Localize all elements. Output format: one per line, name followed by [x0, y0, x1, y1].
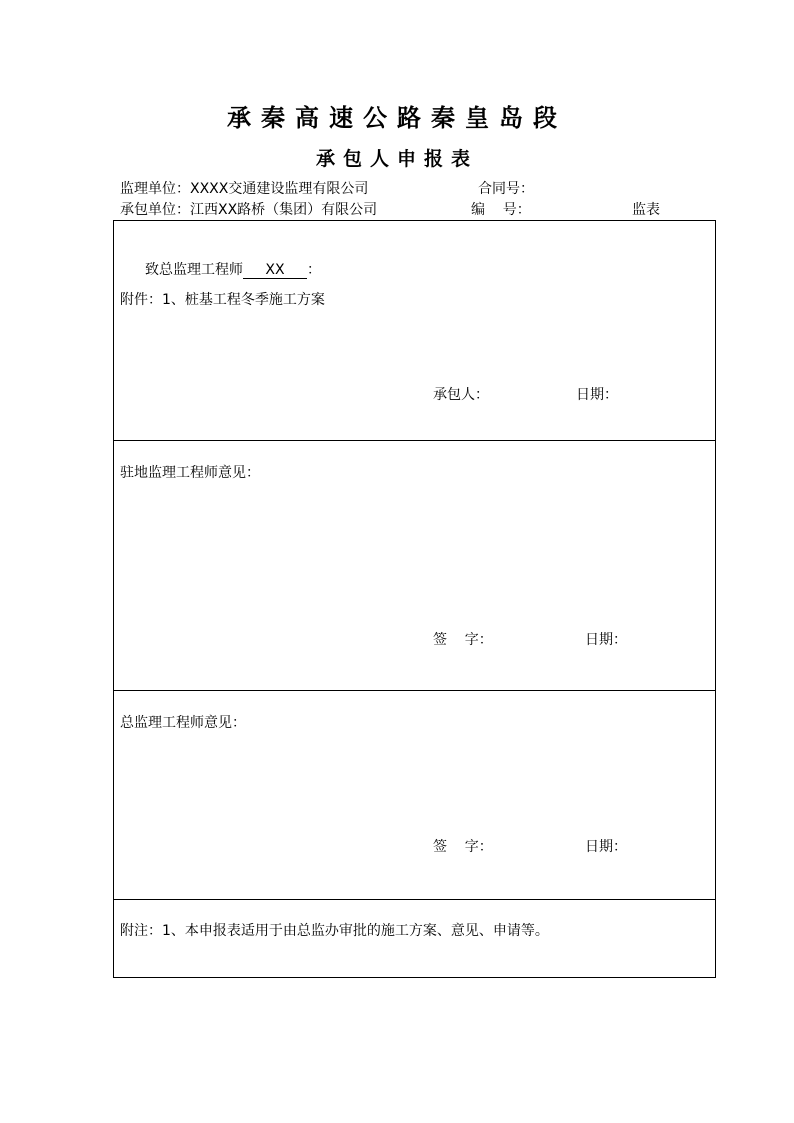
- document-subtitle: 承包人申报表: [315, 148, 478, 170]
- application-form: [113, 220, 716, 978]
- resident-engineer-opinion-title: 驻地监理工程师意见：: [120, 465, 260, 481]
- divider-1: [114, 440, 715, 441]
- serial-no-label: 编 号：: [471, 202, 531, 218]
- addressee-suffix: ：: [307, 262, 321, 278]
- contract-no-label: 合同号：: [478, 181, 534, 197]
- divider-3: [114, 899, 715, 900]
- section3-date-label: 日期：: [585, 839, 627, 855]
- section1-date-label: 日期：: [576, 387, 618, 403]
- divider-2: [114, 690, 715, 691]
- contractor-unit: [120, 201, 377, 219]
- supervisor-unit: [120, 180, 368, 198]
- footnote: 附注：1、本申报表适用于由总监办审批的施工方案、意见、申请等。: [120, 923, 549, 939]
- supervisor-unit-value: XXXX交通建设监理有限公司: [190, 181, 369, 197]
- form-code: 监表: [632, 202, 660, 218]
- section2-date-label: 日期：: [585, 632, 627, 648]
- section3-sign-label: 签 字：: [433, 839, 493, 855]
- contractor-unit-value: 江西XX路桥（集团）有限公司: [190, 202, 378, 218]
- section2-sign-label: 签 字：: [433, 632, 493, 648]
- addressee-value: XX: [243, 262, 307, 279]
- attachment-line: 附件：1、桩基工程冬季施工方案: [120, 292, 325, 308]
- chief-engineer-opinion-title: 总监理工程师意见：: [120, 715, 246, 731]
- contractor-sign-label: 承包人：: [433, 387, 489, 403]
- supervisor-unit-label: 监理单位：: [120, 181, 190, 197]
- addressee-label: 致总监理工程师: [145, 262, 243, 278]
- addressee-line: [145, 261, 321, 279]
- contractor-unit-label: 承包单位：: [120, 202, 190, 218]
- document-title: 承秦高速公路秦皇岛段: [227, 103, 567, 132]
